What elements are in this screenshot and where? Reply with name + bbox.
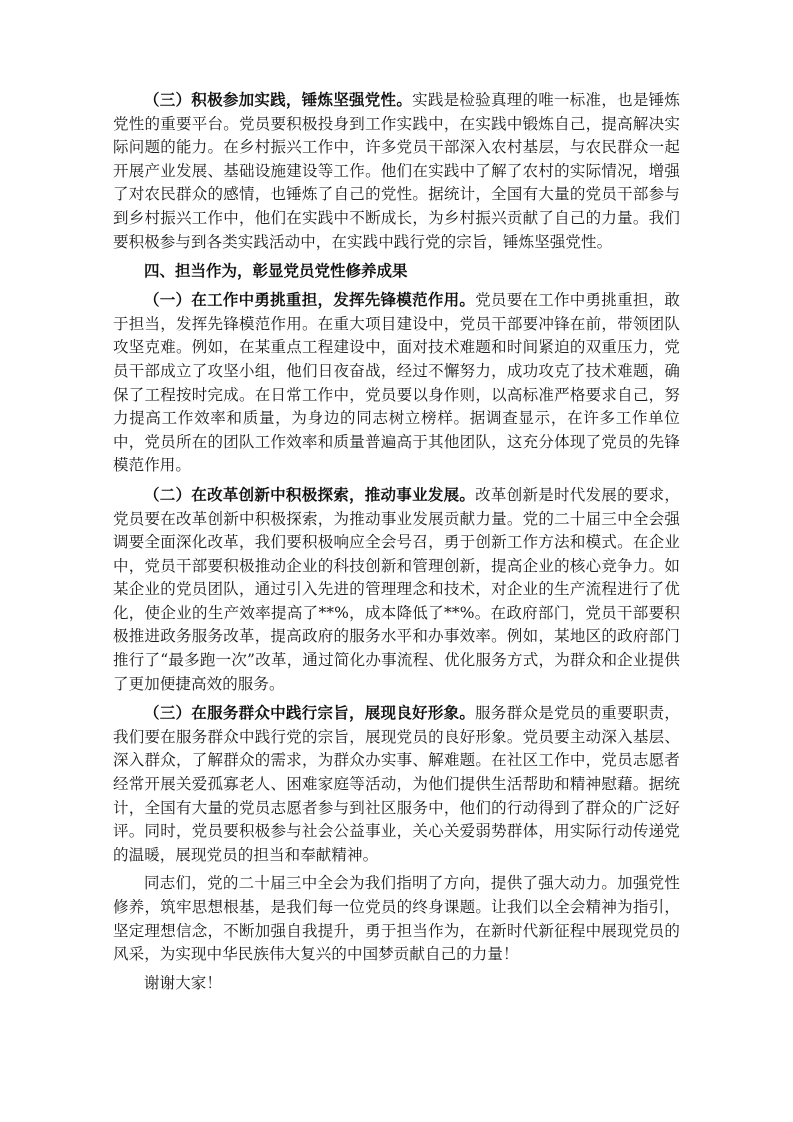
paragraph-body: 实践是检验真理的唯一标准，也是锤炼党性的重要平台。党员要积极投身到工作实践中，在实践中锻炼自己，提高解决实际问题的能力。在乡村振兴工作中，许多党员干部深入农村基层，与农民群众一起开展产业发展、基础设施建设等工作。他们在实践中了解了农村的实际情况，增强了对农民群众的感情，也锤炼了自己的党性。据统计，全国有大量的党员干部参与到乡村振兴工作中，他们在实践中不断成长，为乡村振兴贡献了自己的力量。我们要积极参与到各类实践活动中，在实践中践行党的宗旨，锤炼坚强党性。 <box>113 91 681 251</box>
paragraph-lead: （三）在服务群众中践行宗旨，展现良好形象。 <box>144 703 476 723</box>
section-heading: 四、担当作为，彰显党员党性修养成果 <box>144 261 408 281</box>
paragraph-closing: 同志们，党的二十届三中全会为我们指明了方向，提供了强大动力。加强党性修养，筑牢思想根基，是我们每一位党员的终身课题。让我们以全会精神为指引，坚定理想信念，不断加强自我提升，勇于担当作为，在新时代新征程中展现党员的风采，为实现中华民族伟大复兴的中国梦贡献自己的力量！ <box>113 874 680 964</box>
paragraph-body: 改革创新是时代发展的要求，党员要在改革创新中积极探索，为推动事业发展贡献力量。党的二十届三中全会强调要全面深化改革，我们要积极响应全会号召，勇于创新工作方法和模式。在企业中，党员干部要积极推动企业的科技创新和管理创新，提高企业的核心竞争力。如某企业的党员团队，通过引入先进的管理理念和技术，对企业的生产流程进行了优化，使企业的生产效率提高了**%，成本降低了**%。在政府部门，党员干部要积极推进政务服务改革，提高政府的服务水平和办事效率。例如，某地区的政府部门推行了“最多跑一次”改革，通过简化办事流程、优化服务方式，为群众和企业提供了更加便捷高效的服务。 <box>113 485 680 693</box>
paragraph-thanks: 谢谢大家！ <box>144 973 223 992</box>
paragraph-lead: （一）在工作中勇挑重担，发挥先锋模范作用。 <box>144 290 476 310</box>
paragraph-lead: （三）积极参加实践，锤炼坚强党性。 <box>144 90 413 109</box>
paragraph-take-responsibility <box>113 288 680 478</box>
document-page <box>113 88 680 995</box>
paragraph-practice <box>113 88 680 254</box>
paragraph-serve-masses <box>113 701 680 867</box>
paragraph-body: 党员要在工作中勇挑重担，敢于担当，发挥先锋模范作用。在重大项目建设中，党员干部要冲锋在前，带领团队攻坚克难。例如，在某重点工程建设中，面对技术难题和时间紧迫的双重压力，党员干部成立了攻坚小组，他们日夜奋战，经过不懈努力，成功攻克了技术难题，确保了工程按时完成。在日常工作中，党员要以身作则，以高标准严格要求自己，努力提高工作效率和质量，为身边的同志树立榜样。据调查显示，在许多工作单位中，党员所在的团队工作效率和质量普遍高于其他团队，这充分体现了党员的先锋模范作用。 <box>113 291 680 475</box>
paragraph-lead: （二）在改革创新中积极探索，推动事业发展。 <box>144 484 476 504</box>
paragraph-reform-innovation <box>113 483 680 696</box>
paragraph-body: 服务群众是党员的重要职责，我们要在服务群众中践行党的宗旨，展现党员的良好形象。党员要主动深入基层、深入群众，了解群众的需求，为群众办实事、解难题。在社区工作中，党员志愿者经常开展关爱孤寡老人、困难家庭等活动，为他们提供生活帮助和精神慰藉。据统计，全国有大量的党员志愿者参与到社区服务中，他们的行动得到了群众的广泛好评。同时，党员要积极参与社会公益事业，关心关爱弱势群体，用实际行动传递党的温暖，展现党员的担当和奉献精神。 <box>113 704 680 864</box>
